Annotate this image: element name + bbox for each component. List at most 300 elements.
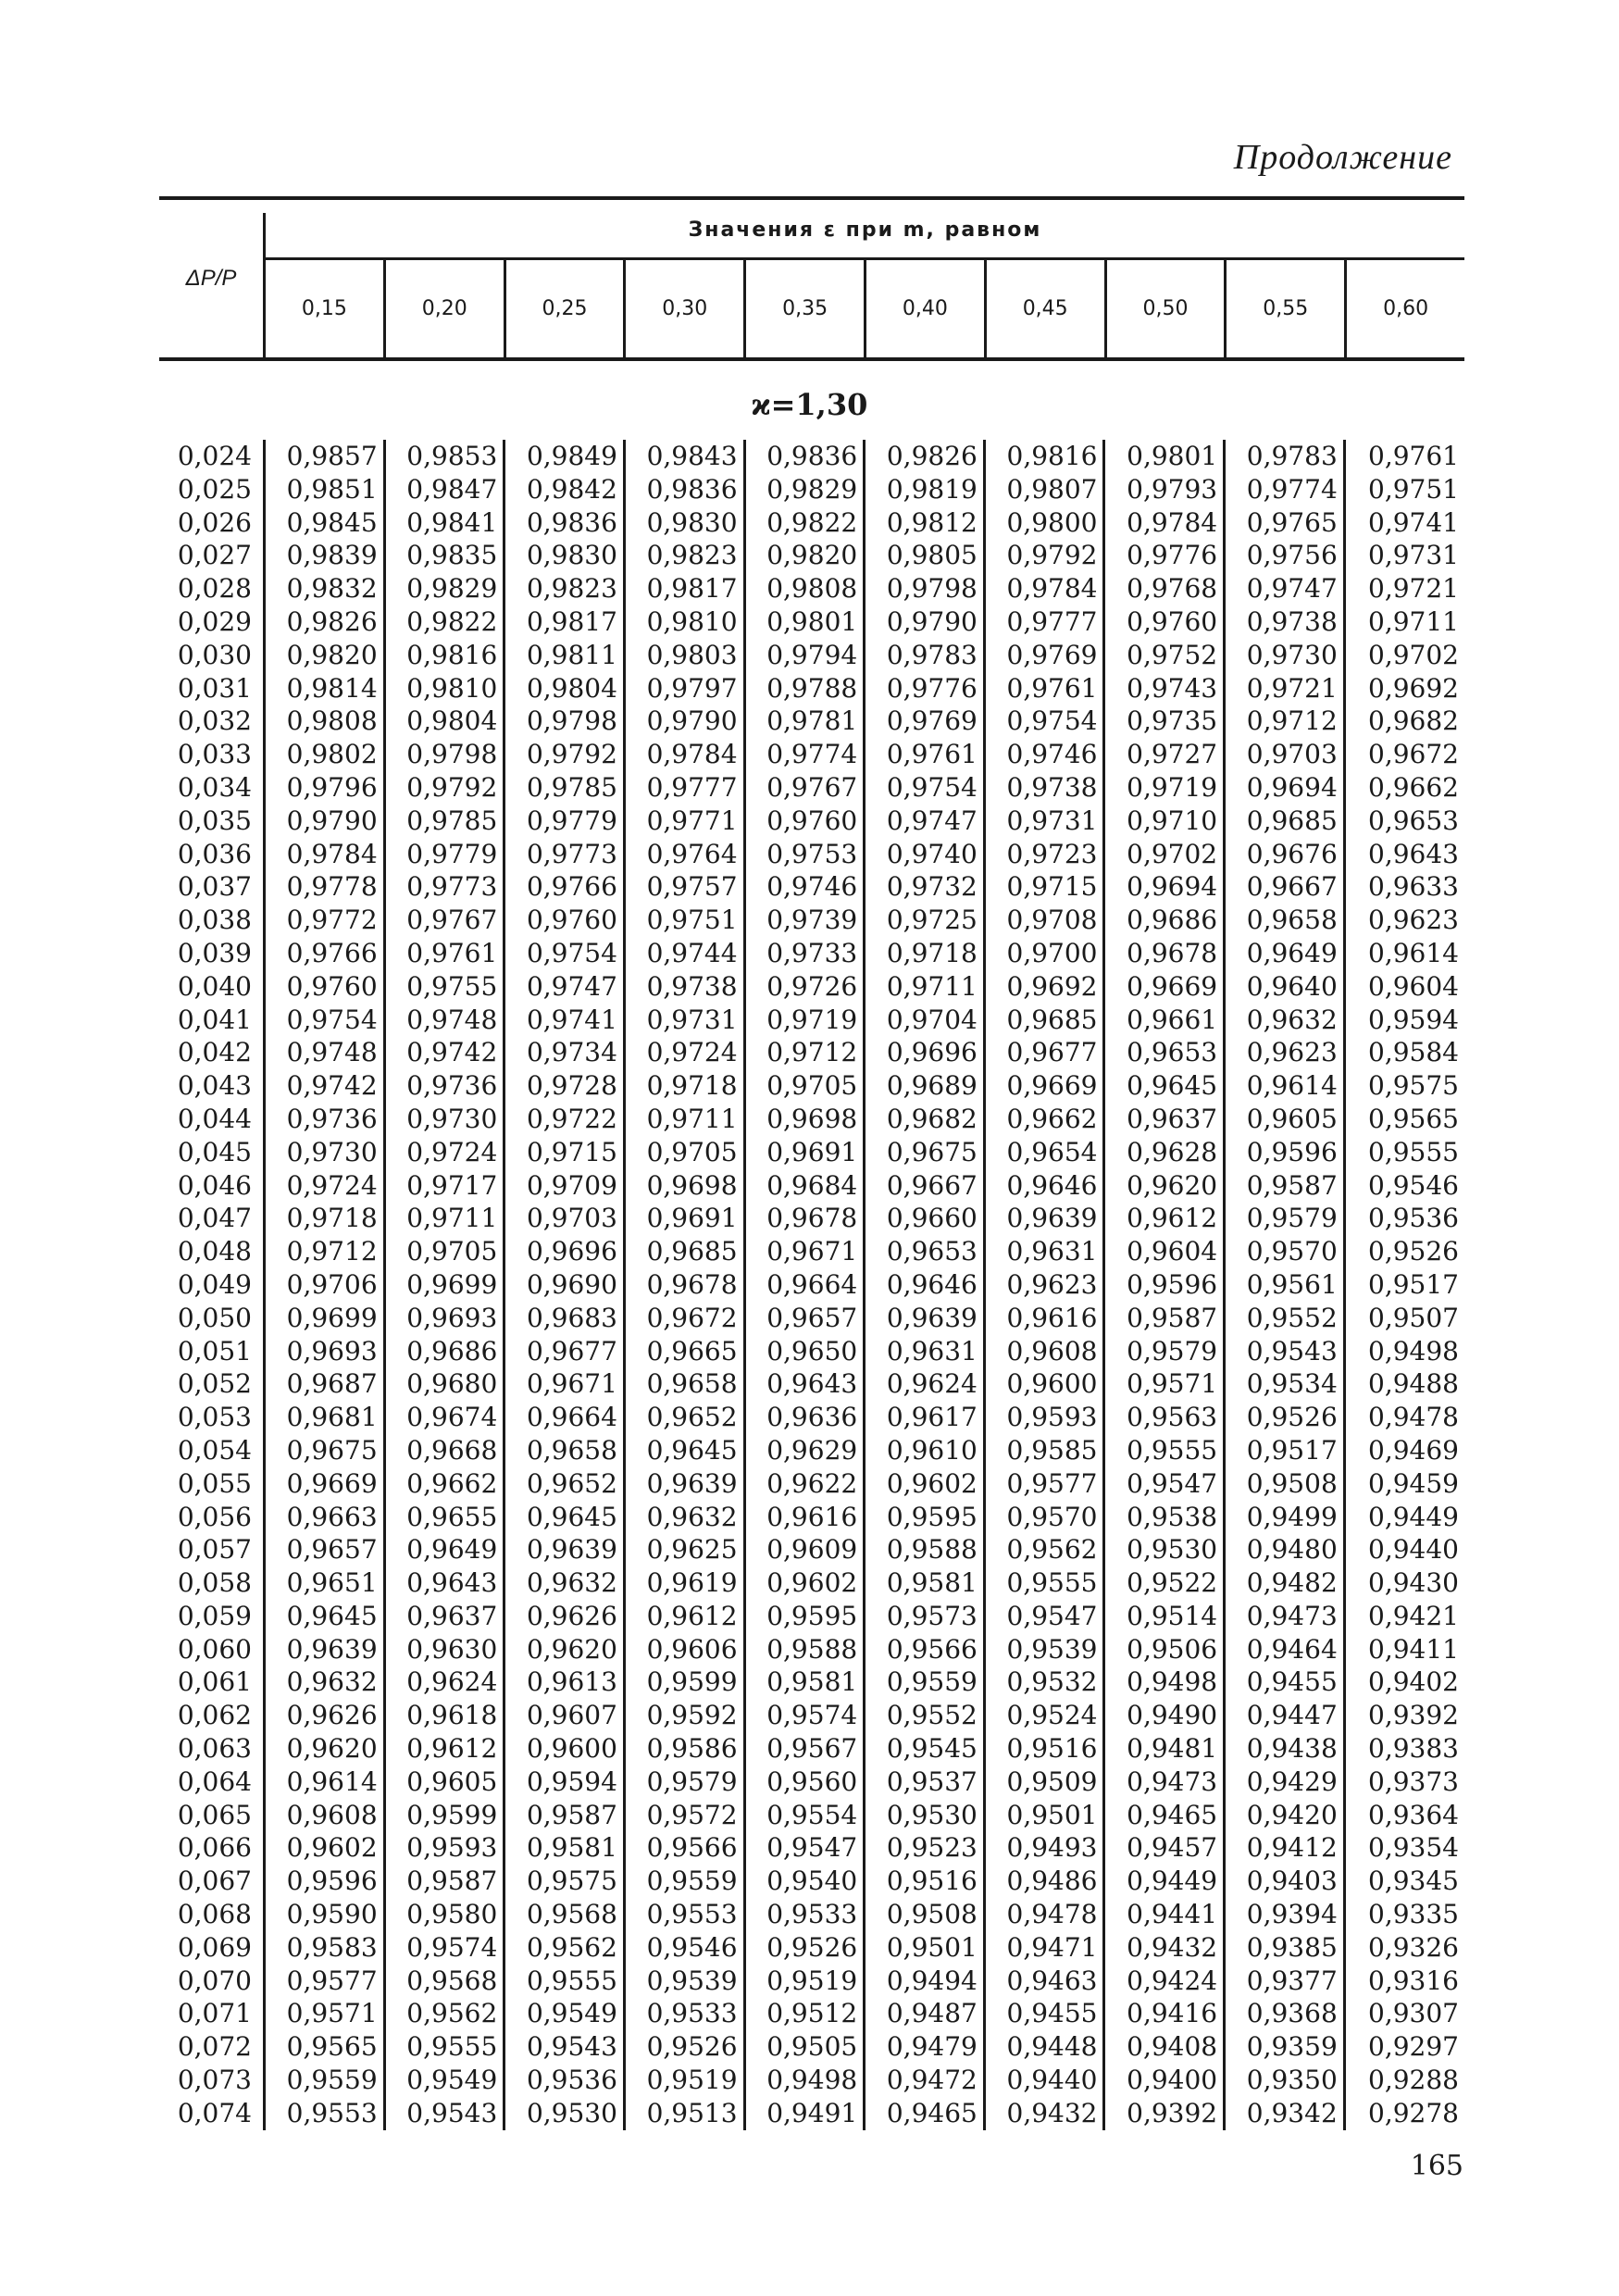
pressure-ratio-cell: 0,032 [177, 705, 252, 737]
epsilon-value-cell: 0,9753 [744, 838, 865, 871]
table-row [159, 2064, 1464, 2097]
epsilon-value-cell: 0,9619 [624, 1566, 744, 1600]
table-row [159, 1202, 1464, 1235]
epsilon-value-cell: 0,9657 [265, 1533, 385, 1566]
table-row [159, 1434, 1464, 1467]
epsilon-value-cell: 0,9599 [624, 1666, 744, 1699]
epsilon-value-cell: 0,9682 [1344, 705, 1464, 738]
epsilon-value-cell: 0,9667 [865, 1169, 985, 1203]
epsilon-value-cell: 0,9555 [504, 1965, 625, 1998]
epsilon-value-cell: 0,9508 [1225, 1467, 1345, 1501]
epsilon-value-cell: 0,9651 [265, 1566, 385, 1600]
epsilon-value-cell: 0,9420 [1225, 1799, 1345, 1832]
epsilon-value-cell: 0,9593 [984, 1401, 1104, 1434]
epsilon-value-cell: 0,9493 [984, 1831, 1104, 1865]
epsilon-value-cell: 0,9800 [984, 506, 1104, 540]
epsilon-value-cell: 0,9473 [1104, 1766, 1225, 1799]
epsilon-value-cell: 0,9571 [265, 1997, 385, 2030]
epsilon-value-cell: 0,9605 [1225, 1103, 1345, 1136]
epsilon-value-cell: 0,9853 [384, 440, 504, 473]
epsilon-value-cell: 0,9633 [1344, 870, 1464, 904]
epsilon-value-cell: 0,9547 [984, 1600, 1104, 1633]
pressure-ratio-cell: 0,036 [177, 838, 252, 869]
table-row [159, 904, 1464, 937]
epsilon-value-cell: 0,9553 [624, 1898, 744, 1931]
epsilon-value-cell: 0,9790 [624, 705, 744, 738]
epsilon-value-cell: 0,9288 [1344, 2064, 1464, 2097]
epsilon-value-cell: 0,9606 [624, 1633, 744, 1666]
page-number: 165 [1410, 2150, 1463, 2182]
epsilon-value-cell: 0,9517 [1225, 1434, 1345, 1467]
epsilon-value-cell: 0,9623 [984, 1268, 1104, 1302]
epsilon-value-cell: 0,9526 [1225, 1401, 1345, 1434]
epsilon-value-cell: 0,9543 [1225, 1335, 1345, 1368]
epsilon-value-cell: 0,9632 [504, 1566, 625, 1600]
epsilon-value-cell: 0,9817 [504, 605, 625, 639]
pressure-ratio-cell: 0,048 [177, 1236, 252, 1267]
epsilon-value-cell: 0,9699 [384, 1268, 504, 1302]
epsilon-value-cell: 0,9804 [384, 705, 504, 738]
epsilon-value-cell: 0,9798 [865, 572, 985, 605]
epsilon-value-cell: 0,9499 [1225, 1501, 1345, 1534]
epsilon-value-cell: 0,9658 [624, 1367, 744, 1401]
pressure-ratio-cell: 0,069 [177, 1931, 252, 1963]
epsilon-value-cell: 0,9565 [265, 2030, 385, 2064]
epsilon-value-cell: 0,9667 [1225, 870, 1345, 904]
epsilon-value-cell: 0,9546 [624, 1931, 744, 1965]
epsilon-value-cell: 0,9359 [1225, 2030, 1345, 2064]
epsilon-value-cell: 0,9819 [865, 473, 985, 506]
epsilon-value-cell: 0,9783 [1225, 440, 1345, 473]
epsilon-value-cell: 0,9473 [1225, 1600, 1345, 1633]
epsilon-value-cell: 0,9490 [1104, 1699, 1225, 1732]
pressure-ratio-cell: 0,055 [177, 1467, 252, 1499]
epsilon-value-cell: 0,9449 [1104, 1865, 1225, 1898]
epsilon-value-cell: 0,9457 [1104, 1831, 1225, 1865]
epsilon-value-cell: 0,9774 [1225, 473, 1345, 506]
pressure-ratio-cell: 0,049 [177, 1268, 252, 1300]
epsilon-value-cell: 0,9617 [865, 1401, 985, 1434]
epsilon-value-cell: 0,9402 [1344, 1666, 1464, 1699]
epsilon-value-cell: 0,9719 [1104, 771, 1225, 805]
epsilon-value-cell: 0,9665 [624, 1335, 744, 1368]
epsilon-value-cell: 0,9724 [384, 1136, 504, 1169]
pressure-ratio-cell: 0,066 [177, 1832, 252, 1864]
epsilon-value-cell: 0,9552 [865, 1699, 985, 1732]
epsilon-value-cell: 0,9742 [384, 1036, 504, 1069]
epsilon-value-cell: 0,9575 [504, 1865, 625, 1898]
epsilon-value-cell: 0,9600 [504, 1732, 625, 1766]
epsilon-value-cell: 0,9829 [744, 473, 865, 506]
epsilon-value-cell: 0,9681 [265, 1401, 385, 1434]
table-row [159, 2030, 1464, 2064]
epsilon-value-cell: 0,9790 [265, 805, 385, 838]
epsilon-value-cell: 0,9526 [744, 1931, 865, 1965]
epsilon-value-cell: 0,9626 [265, 1699, 385, 1732]
epsilon-value-cell: 0,9678 [744, 1202, 865, 1235]
epsilon-value-cell: 0,9547 [1104, 1467, 1225, 1501]
epsilon-value-cell: 0,9702 [1344, 639, 1464, 672]
epsilon-value-cell: 0,9751 [1344, 473, 1464, 506]
table-row [159, 1865, 1464, 1898]
epsilon-value-cell: 0,9669 [1104, 970, 1225, 1004]
epsilon-value-cell: 0,9455 [1225, 1666, 1345, 1699]
epsilon-value-cell: 0,9760 [1104, 605, 1225, 639]
epsilon-value-cell: 0,9785 [504, 771, 625, 805]
epsilon-value-cell: 0,9702 [1104, 838, 1225, 871]
epsilon-value-cell: 0,9612 [624, 1600, 744, 1633]
epsilon-value-cell: 0,9350 [1225, 2064, 1345, 2097]
pressure-ratio-cell: 0,051 [177, 1335, 252, 1366]
epsilon-value-cell: 0,9620 [265, 1732, 385, 1766]
param-column-header: ΔP/P [185, 266, 237, 291]
epsilon-value-cell: 0,9738 [984, 771, 1104, 805]
epsilon-value-cell: 0,9549 [384, 2064, 504, 2097]
epsilon-value-cell: 0,9741 [1344, 506, 1464, 540]
table-row [159, 1467, 1464, 1501]
epsilon-value-cell: 0,9733 [744, 937, 865, 970]
epsilon-value-cell: 0,9662 [1344, 771, 1464, 805]
epsilon-value-cell: 0,9736 [384, 1069, 504, 1103]
epsilon-value-cell: 0,9694 [1104, 870, 1225, 904]
epsilon-value-cell: 0,9432 [1104, 1931, 1225, 1965]
epsilon-value-cell: 0,9754 [504, 937, 625, 970]
pressure-ratio-cell: 0,068 [177, 1899, 252, 1930]
epsilon-value-cell: 0,9623 [1225, 1036, 1345, 1069]
epsilon-value-cell: 0,9623 [1344, 904, 1464, 937]
pressure-ratio-cell: 0,033 [177, 739, 252, 770]
epsilon-value-cell: 0,9784 [1104, 506, 1225, 540]
epsilon-value-cell: 0,9555 [1104, 1434, 1225, 1467]
epsilon-value-cell: 0,9703 [1225, 738, 1345, 771]
table-row [159, 605, 1464, 639]
epsilon-value-cell: 0,9788 [744, 672, 865, 705]
epsilon-value-cell: 0,9524 [984, 1699, 1104, 1732]
pressure-ratio-cell: 0,027 [177, 540, 252, 571]
epsilon-value-cell: 0,9738 [624, 970, 744, 1004]
epsilon-value-cell: 0,9768 [1104, 572, 1225, 605]
epsilon-value-cell: 0,9766 [265, 937, 385, 970]
epsilon-value-cell: 0,9570 [1225, 1235, 1345, 1268]
table-row [159, 1004, 1464, 1037]
epsilon-value-cell: 0,9624 [384, 1666, 504, 1699]
epsilon-value-cell: 0,9447 [1225, 1699, 1345, 1732]
section-title: ϰ=1,30 [751, 387, 868, 422]
epsilon-value-cell: 0,9592 [624, 1699, 744, 1732]
epsilon-value-cell: 0,9826 [865, 440, 985, 473]
epsilon-value-cell: 0,9675 [865, 1136, 985, 1169]
epsilon-value-cell: 0,9777 [984, 605, 1104, 639]
table-row [159, 672, 1464, 705]
epsilon-value-cell: 0,9478 [1344, 1401, 1464, 1434]
epsilon-value-cell: 0,9738 [1225, 605, 1345, 639]
epsilon-value-cell: 0,9792 [384, 771, 504, 805]
epsilon-value-cell: 0,9655 [384, 1501, 504, 1534]
epsilon-value-cell: 0,9565 [1344, 1103, 1464, 1136]
pressure-ratio-cell: 0,042 [177, 1037, 252, 1068]
epsilon-value-cell: 0,9739 [744, 904, 865, 937]
table-row [159, 440, 1464, 473]
pressure-ratio-cell: 0,039 [177, 937, 252, 968]
epsilon-value-cell: 0,9845 [265, 506, 385, 540]
epsilon-value-cell: 0,9803 [624, 639, 744, 672]
epsilon-value-cell: 0,9432 [984, 2097, 1104, 2130]
epsilon-value-cell: 0,9373 [1344, 1766, 1464, 1799]
epsilon-value-cell: 0,9817 [624, 572, 744, 605]
table-row [159, 1666, 1464, 1699]
epsilon-value-cell: 0,9712 [265, 1235, 385, 1268]
epsilon-value-cell: 0,9705 [624, 1136, 744, 1169]
epsilon-value-cell: 0,9683 [504, 1302, 625, 1335]
epsilon-value-cell: 0,9588 [744, 1633, 865, 1666]
epsilon-value-cell: 0,9441 [1104, 1898, 1225, 1931]
epsilon-value-cell: 0,9677 [504, 1335, 625, 1368]
epsilon-value-cell: 0,9553 [265, 2097, 385, 2130]
epsilon-value-cell: 0,9774 [744, 738, 865, 771]
epsilon-value-cell: 0,9517 [1344, 1268, 1464, 1302]
pressure-ratio-cell: 0,057 [177, 1534, 252, 1566]
epsilon-value-cell: 0,9421 [1344, 1600, 1464, 1633]
epsilon-value-cell: 0,9600 [984, 1367, 1104, 1401]
epsilon-value-cell: 0,9747 [865, 805, 985, 838]
epsilon-value-cell: 0,9513 [624, 2097, 744, 2130]
pressure-ratio-cell: 0,050 [177, 1302, 252, 1333]
pressure-ratio-cell: 0,037 [177, 871, 252, 903]
epsilon-value-cell: 0,9830 [624, 506, 744, 540]
pressure-ratio-cell: 0,070 [177, 1965, 252, 1996]
pressure-ratio-cell: 0,074 [177, 2097, 252, 2128]
epsilon-value-cell: 0,9746 [984, 738, 1104, 771]
epsilon-value-cell: 0,9748 [384, 1004, 504, 1037]
epsilon-value-cell: 0,9570 [984, 1501, 1104, 1534]
epsilon-value-cell: 0,9636 [744, 1401, 865, 1434]
epsilon-value-cell: 0,9654 [984, 1136, 1104, 1169]
epsilon-value-cell: 0,9626 [504, 1600, 625, 1633]
epsilon-value-cell: 0,9826 [265, 605, 385, 639]
epsilon-value-cell: 0,9599 [384, 1799, 504, 1832]
epsilon-value-cell: 0,9686 [1104, 904, 1225, 937]
pressure-ratio-cell: 0,060 [177, 1633, 252, 1665]
table-row [159, 1997, 1464, 2030]
epsilon-value-cell: 0,9712 [744, 1036, 865, 1069]
epsilon-value-cell: 0,9801 [1104, 440, 1225, 473]
table-row [159, 1069, 1464, 1103]
pressure-ratio-cell: 0,045 [177, 1136, 252, 1167]
epsilon-value-cell: 0,9501 [984, 1799, 1104, 1832]
epsilon-value-cell: 0,9482 [1225, 1566, 1345, 1600]
epsilon-value-cell: 0,9721 [1225, 672, 1345, 705]
epsilon-value-cell: 0,9645 [265, 1600, 385, 1633]
epsilon-value-cell: 0,9728 [504, 1069, 625, 1103]
table-row [159, 1732, 1464, 1766]
epsilon-value-cell: 0,9534 [1225, 1367, 1345, 1401]
epsilon-value-cell: 0,9595 [865, 1501, 985, 1534]
epsilon-value-cell: 0,9781 [744, 705, 865, 738]
table-row [159, 1302, 1464, 1335]
epsilon-value-cell: 0,9653 [1104, 1036, 1225, 1069]
epsilon-value-cell: 0,9708 [984, 904, 1104, 937]
epsilon-value-cell: 0,9669 [265, 1467, 385, 1501]
epsilon-value-cell: 0,9748 [265, 1036, 385, 1069]
epsilon-value-cell: 0,9614 [1344, 937, 1464, 970]
epsilon-value-cell: 0,9703 [504, 1202, 625, 1235]
epsilon-value-cell: 0,9842 [504, 473, 625, 506]
epsilon-value-cell: 0,9530 [865, 1799, 985, 1832]
epsilon-value-cell: 0,9784 [265, 838, 385, 871]
epsilon-value-cell: 0,9639 [984, 1202, 1104, 1235]
epsilon-value-cell: 0,9777 [624, 771, 744, 805]
epsilon-value-cell: 0,9841 [384, 506, 504, 540]
epsilon-value-cell: 0,9613 [504, 1666, 625, 1699]
epsilon-value-cell: 0,9596 [1104, 1268, 1225, 1302]
epsilon-value-cell: 0,9596 [265, 1865, 385, 1898]
epsilon-value-cell: 0,9792 [984, 539, 1104, 572]
epsilon-value-cell: 0,9643 [1344, 838, 1464, 871]
epsilon-value-cell: 0,9533 [744, 1898, 865, 1931]
epsilon-value-cell: 0,9814 [265, 672, 385, 705]
epsilon-value-cell: 0,9342 [1225, 2097, 1345, 2130]
m-value-header: 0,30 [623, 260, 743, 357]
epsilon-value-cell: 0,9505 [744, 2030, 865, 2064]
epsilon-value-cell: 0,9769 [865, 705, 985, 738]
epsilon-value-cell: 0,9501 [865, 1931, 985, 1965]
epsilon-value-cell: 0,9631 [984, 1235, 1104, 1268]
epsilon-value-cell: 0,9628 [1104, 1136, 1225, 1169]
epsilon-value-cell: 0,9573 [865, 1600, 985, 1633]
epsilon-value-cell: 0,9459 [1344, 1467, 1464, 1501]
epsilon-value-cell: 0,9726 [744, 970, 865, 1004]
group-header: Значения ε при m, равном [688, 218, 1042, 242]
epsilon-value-cell: 0,9783 [865, 639, 985, 672]
epsilon-value-cell: 0,9801 [744, 605, 865, 639]
epsilon-value-cell: 0,9808 [265, 705, 385, 738]
epsilon-value-cell: 0,9612 [384, 1732, 504, 1766]
epsilon-value-cell: 0,9798 [384, 738, 504, 771]
epsilon-value-cell: 0,9532 [984, 1666, 1104, 1699]
epsilon-value-cell: 0,9579 [1225, 1202, 1345, 1235]
epsilon-value-cell: 0,9429 [1225, 1766, 1345, 1799]
epsilon-value-cell: 0,9793 [1104, 473, 1225, 506]
epsilon-value-cell: 0,9711 [384, 1202, 504, 1235]
epsilon-value-cell: 0,9639 [865, 1302, 985, 1335]
epsilon-value-cell: 0,9632 [1225, 1004, 1345, 1037]
epsilon-value-cell: 0,9498 [1344, 1335, 1464, 1368]
pressure-ratio-cell: 0,071 [177, 1998, 252, 2029]
epsilon-value-cell: 0,9400 [1104, 2064, 1225, 2097]
epsilon-value-cell: 0,9685 [1225, 805, 1345, 838]
epsilon-value-cell: 0,9624 [865, 1367, 985, 1401]
epsilon-value-cell: 0,9566 [865, 1633, 985, 1666]
epsilon-value-cell: 0,9650 [744, 1335, 865, 1368]
epsilon-value-cell: 0,9807 [984, 473, 1104, 506]
epsilon-value-cell: 0,9661 [1104, 1004, 1225, 1037]
epsilon-value-cell: 0,9761 [1344, 440, 1464, 473]
epsilon-value-cell: 0,9653 [865, 1235, 985, 1268]
epsilon-value-cell: 0,9752 [1104, 639, 1225, 672]
epsilon-value-cell: 0,9364 [1344, 1799, 1464, 1832]
epsilon-value-cell: 0,9526 [1344, 1235, 1464, 1268]
pressure-ratio-cell: 0,030 [177, 639, 252, 670]
epsilon-value-cell: 0,9724 [265, 1169, 385, 1203]
epsilon-value-cell: 0,9430 [1344, 1566, 1464, 1600]
epsilon-value-cell: 0,9663 [265, 1501, 385, 1534]
epsilon-value-cell: 0,9849 [504, 440, 625, 473]
epsilon-value-cell: 0,9637 [384, 1600, 504, 1633]
table-row [159, 1831, 1464, 1865]
epsilon-value-cell: 0,9612 [1104, 1202, 1225, 1235]
epsilon-value-cell: 0,9760 [744, 805, 865, 838]
pressure-ratio-cell: 0,062 [177, 1700, 252, 1731]
table-row [159, 639, 1464, 672]
epsilon-value-cell: 0,9690 [504, 1268, 625, 1302]
epsilon-value-cell: 0,9794 [744, 639, 865, 672]
epsilon-value-cell: 0,9715 [984, 870, 1104, 904]
epsilon-value-cell: 0,9639 [504, 1533, 625, 1566]
epsilon-value-cell: 0,9508 [865, 1898, 985, 1931]
epsilon-value-cell: 0,9552 [1225, 1302, 1345, 1335]
table-row [159, 1036, 1464, 1069]
epsilon-value-cell: 0,9685 [624, 1235, 744, 1268]
epsilon-value-cell: 0,9596 [1225, 1136, 1345, 1169]
epsilon-value-cell: 0,9653 [1344, 805, 1464, 838]
epsilon-value-cell: 0,9712 [1225, 705, 1345, 738]
epsilon-value-cell: 0,9491 [744, 2097, 865, 2130]
epsilon-value-cell: 0,9581 [744, 1666, 865, 1699]
epsilon-value-cell: 0,9424 [1104, 1965, 1225, 1998]
epsilon-value-cell: 0,9709 [504, 1169, 625, 1203]
epsilon-value-cell: 0,9742 [265, 1069, 385, 1103]
pressure-ratio-cell: 0,035 [177, 805, 252, 836]
table-row [159, 1533, 1464, 1566]
epsilon-value-cell: 0,9394 [1225, 1898, 1345, 1931]
epsilon-value-cell: 0,9519 [624, 2064, 744, 2097]
epsilon-value-cell: 0,9637 [1104, 1103, 1225, 1136]
table-row [159, 1235, 1464, 1268]
epsilon-value-cell: 0,9660 [865, 1202, 985, 1235]
table-row [159, 805, 1464, 838]
epsilon-value-cell: 0,9744 [624, 937, 744, 970]
epsilon-value-cell: 0,9440 [984, 2064, 1104, 2097]
epsilon-value-cell: 0,9731 [984, 805, 1104, 838]
table-row [159, 1799, 1464, 1832]
epsilon-value-cell: 0,9700 [984, 937, 1104, 970]
epsilon-value-cell: 0,9721 [1344, 572, 1464, 605]
epsilon-value-cell: 0,9526 [624, 2030, 744, 2064]
epsilon-value-cell: 0,9581 [865, 1566, 985, 1600]
epsilon-value-cell: 0,9607 [504, 1699, 625, 1732]
epsilon-value-cell: 0,9698 [624, 1169, 744, 1203]
pressure-ratio-cell: 0,046 [177, 1169, 252, 1201]
epsilon-value-cell: 0,9533 [624, 1997, 744, 2030]
epsilon-value-cell: 0,9696 [865, 1036, 985, 1069]
epsilon-value-cell: 0,9740 [865, 838, 985, 871]
epsilon-value-cell: 0,9297 [1344, 2030, 1464, 2064]
epsilon-value-cell: 0,9354 [1344, 1831, 1464, 1865]
epsilon-value-cell: 0,9278 [1344, 2097, 1464, 2130]
epsilon-value-cell: 0,9767 [744, 771, 865, 805]
epsilon-value-cell: 0,9743 [1104, 672, 1225, 705]
epsilon-value-cell: 0,9566 [624, 1831, 744, 1865]
epsilon-value-cell: 0,9696 [504, 1235, 625, 1268]
epsilon-value-cell: 0,9785 [384, 805, 504, 838]
epsilon-value-cell: 0,9514 [1104, 1600, 1225, 1633]
table-row [159, 838, 1464, 871]
pressure-ratio-cell: 0,054 [177, 1434, 252, 1466]
epsilon-value-cell: 0,9448 [984, 2030, 1104, 2064]
epsilon-value-cell: 0,9797 [624, 672, 744, 705]
epsilon-value-cell: 0,9594 [1344, 1004, 1464, 1037]
epsilon-value-cell: 0,9689 [865, 1069, 985, 1103]
